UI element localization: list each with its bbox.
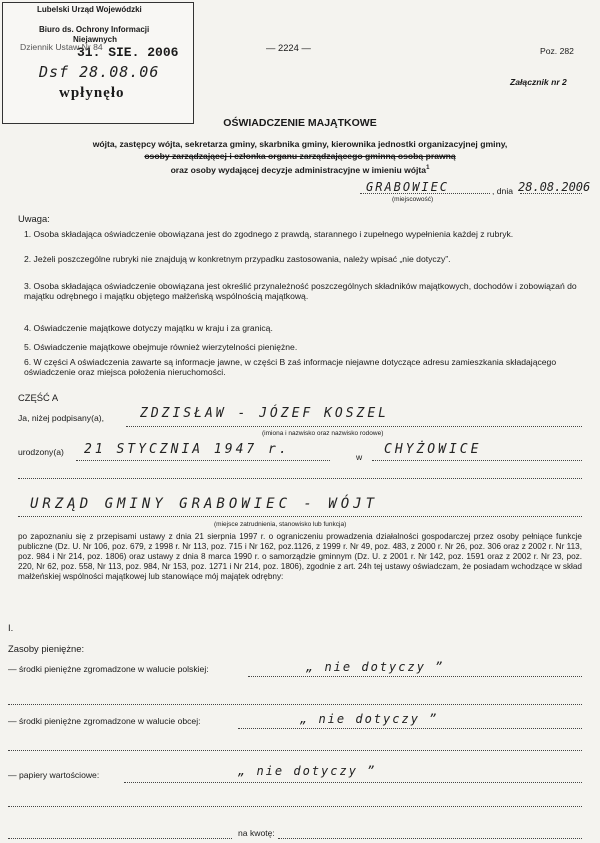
document-title: OŚWIADCZENIE MAJĄTKOWE — [223, 117, 377, 129]
subtitle-line-3-text: oraz osoby wydającej decyzje administracyjne w imieniu wójta — [170, 164, 427, 175]
note-4: 4. Oświadczenie majątkowe dotyczy majątku w kraju i za granicą. — [24, 323, 273, 333]
journal-ref: Dziennik Ustaw Nr 84 — [20, 42, 103, 52]
pln-funds-value: „ nie dotyczy ” — [306, 660, 445, 674]
subtitle-line-1: wójta, zastępcy wójta, sekretarza gminy, skarbnika gminy, kierownika jednostki organizacyjnej gminy, — [92, 139, 508, 149]
subtitle-footnote: 1 — [426, 165, 430, 171]
signer-line — [126, 426, 582, 427]
born-date-value: 21 STYCZNIA 1947 r. — [84, 442, 290, 457]
signer-value: ZDZISŁAW - JÓZEF KOSZEL — [140, 406, 390, 421]
born-place-line — [372, 460, 582, 461]
received-stamp — [2, 2, 194, 124]
amount-line — [278, 838, 582, 839]
securities-label: — papiery wartościowe: — [8, 770, 100, 780]
born-date-line — [76, 460, 330, 461]
workplace-line — [18, 516, 582, 517]
securities-line-2 — [8, 806, 582, 807]
stamp-office: Lubelski Urząd Wojewódzki — [37, 5, 142, 14]
note-3: 3. Osoba składająca oświadczenie obowiązana jest określić przynależność poszczególnych składników majątkowych, dochodów i zobowiązań do majątku odrębnego i majątku objętego małżeńską wspólnością majątkową. — [24, 281, 577, 302]
date-value: 28.08.2006 — [518, 180, 591, 194]
foreign-funds-line — [238, 728, 582, 729]
part-a-heading: CZĘŚĆ A — [18, 392, 59, 403]
born-in-label: w — [356, 452, 363, 462]
signer-label: Ja, niżej podpisany(a), — [18, 413, 104, 423]
blank-line-1 — [18, 478, 582, 479]
workplace-value: URZĄD GMINY GRABOWIEC - WÓJT — [30, 496, 379, 512]
foreign-funds-label: — środki pieniężne zgromadzone w walucie obcej: — [8, 716, 201, 726]
stamp-date: 31. SIE. 2006 — [77, 45, 179, 60]
section-1-heading: Zasoby pieniężne: — [8, 643, 85, 654]
note-6: 6. W części A oświadczenia zawarte są informacje jawne, w części B zaś informacje niejawne dotyczące adresu zamieszkania składającego oświadczenie oraz miejsca położenia nieruchomości. — [24, 357, 557, 378]
note-1: 1. Osoba składająca oświadczenie obowiązana jest do zgodnego z prawdą, starannego i zupełnego wypełnienia każdej z rubryk. — [24, 229, 514, 239]
notes-heading: Uwaga: — [18, 213, 50, 224]
subtitle-line-2: osoby zarządzającej i członka organu zarządzającego gminną osobą prawną — [144, 151, 456, 161]
place-value: GRABOWIEC — [366, 180, 450, 194]
subtitle-line-3 — [0, 163, 600, 175]
foreign-funds-value: „ nie dotyczy ” — [300, 712, 439, 726]
page-number: — 2224 — — [266, 42, 311, 53]
stamp-received: wpłynęło — [59, 85, 125, 101]
workplace-caption: (miejsce zatrudnienia, stanowisko lub funkcja) — [214, 521, 347, 528]
securities-value: „ nie dotyczy ” — [238, 764, 377, 778]
born-place-value: CHYŻOWICE — [384, 442, 482, 457]
signer-caption: (imiona i nazwisko oraz nazwisko rodowe) — [262, 430, 384, 437]
position-number: Poz. 282 — [540, 46, 574, 56]
note-5: 5. Oświadczenie majątkowe obejmuje również wierzytelności pieniężne. — [24, 342, 298, 352]
legal-basis-text: po zapoznaniu się z przepisami ustawy z dnia 21 sierpnia 1997 r. o ograniczeniu prowadzenia działalności gospodarczej przez osoby pełniące funkcje publiczne (Dz. U. Nr 106, poz. 679, z 1998 r. Nr 113, poz. 715 i Nr 162, poz.1126, z 1999 r. Nr 49, poz. 483, z 2000 r. Nr 26, poz. 306 oraz z 2002 r. Nr 113, poz. 984 i Nr 214, poz. 1806) oraz ustawy z dnia 8 marca 1990 r. o samorządzie gminnym (Dz. U. z 2001 r. Nr 142, poz. 1591 oraz z 2002 r. Nr 23, poz. 220, Nr 62, poz. 558, Nr 113, poz. 984, Nr 153, poz. 1271 i Nr 214, poz. 1806), zgodnie z art. 24h tej ustawy oświadczam, że posiadam wchodzące w skład małżeńskiej wspólności majątkowej lub stanowiące mój majątek odrębny: — [18, 532, 582, 582]
note-2: 2. Jeżeli poszczególne rubryki nie znajdują w konkretnym przypadku zastosowania, należy wpisać „nie dotyczy”. — [24, 254, 451, 264]
foreign-funds-line-2 — [8, 750, 582, 751]
securities-line — [124, 782, 582, 783]
born-label: urodzony(a) — [18, 447, 64, 457]
stamp-bureau: Biuro ds. Ochrony Informacji — [39, 25, 150, 34]
section-1-number: I. — [8, 622, 14, 633]
amount-label: na kwotę: — [238, 828, 275, 838]
date-label: , dnia — [492, 186, 514, 196]
pln-funds-label: — środki pieniężne zgromadzone w walucie polskiej: — [8, 664, 209, 674]
pln-funds-line-2 — [8, 704, 582, 705]
stamp-handwritten-ref: Dsf 28.08.06 — [39, 63, 160, 81]
stamp-bureau-2: Niejawnych — [73, 35, 118, 44]
pln-funds-line — [248, 676, 582, 677]
attachment-number: Załącznik nr 2 — [510, 77, 567, 87]
amount-lead-line — [8, 838, 232, 839]
place-caption: (miejscowość) — [392, 196, 434, 203]
